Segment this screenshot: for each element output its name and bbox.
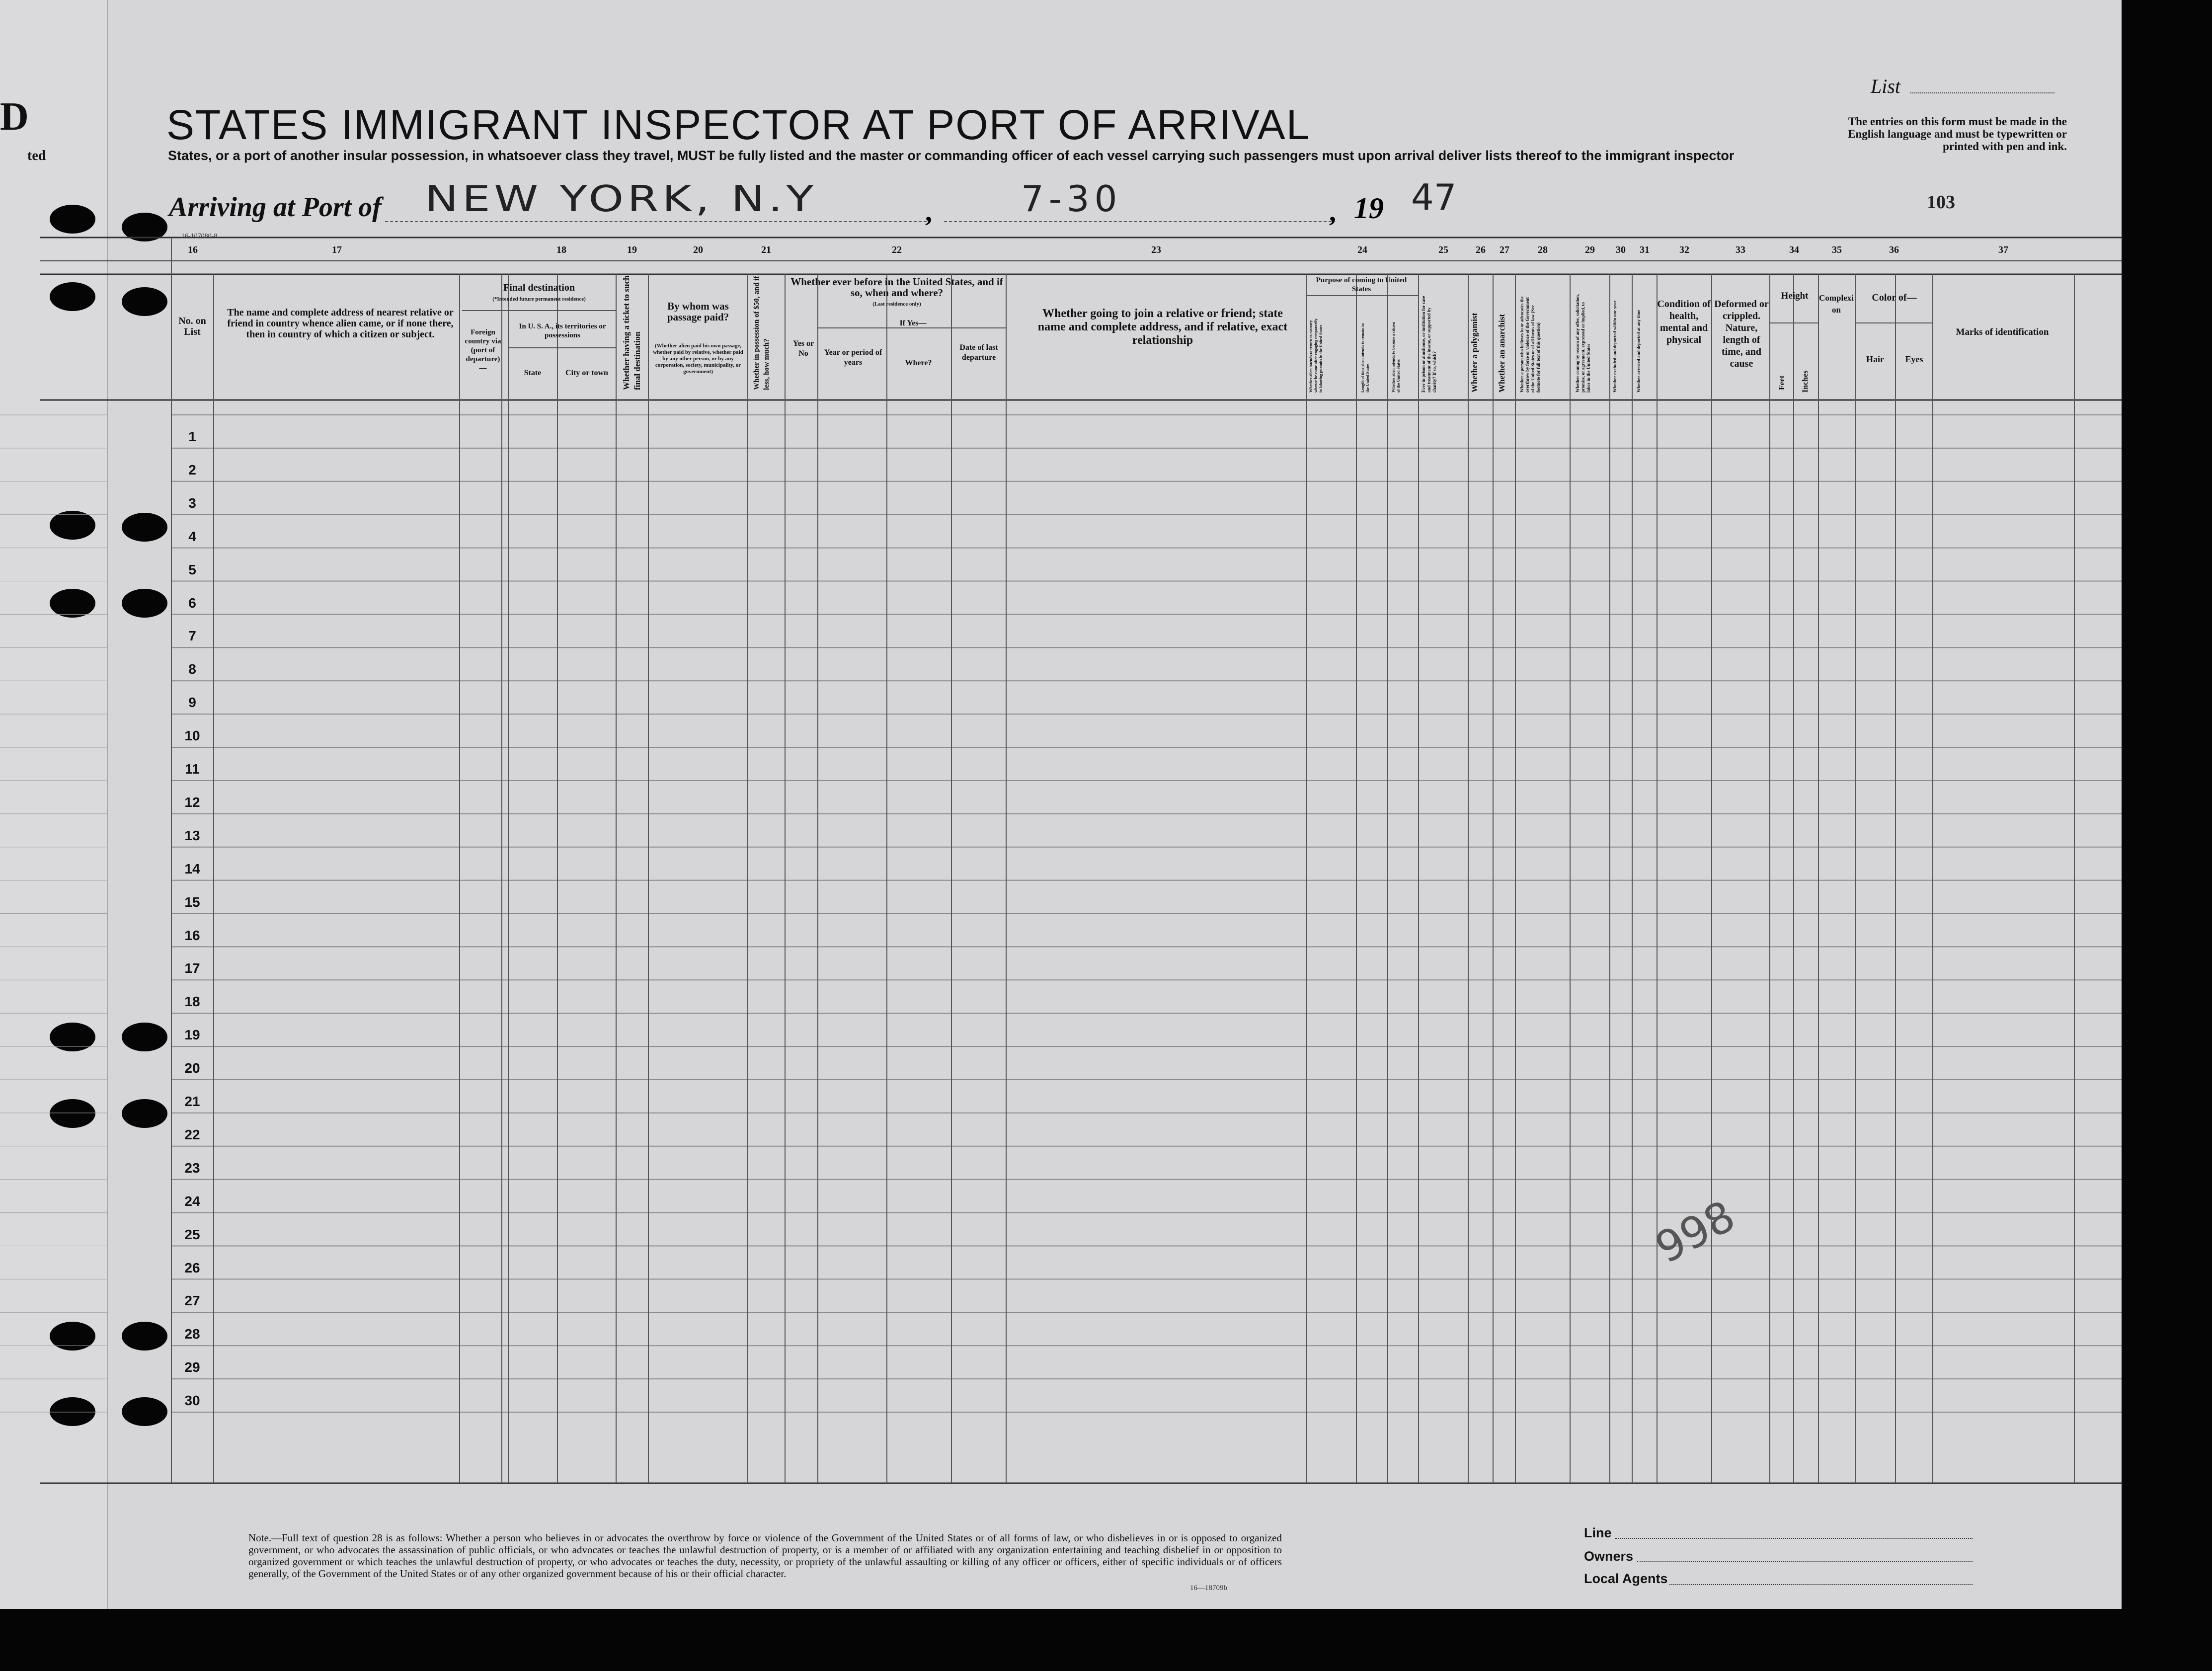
handwritten-year: 47: [1411, 176, 1457, 218]
row-number: 8: [188, 661, 196, 677]
row-number: 27: [184, 1293, 200, 1309]
column-number: 22: [892, 244, 902, 255]
row-number: 2: [188, 462, 196, 477]
header-34-inches: Inches: [1801, 370, 1810, 393]
local-agents-label: Local Agents: [1584, 1571, 1668, 1586]
form-title: STATES IMMIGRANT INSPECTOR AT PORT OF ARRIVAL: [166, 101, 1311, 148]
header-34-feet: Feet: [1778, 375, 1786, 390]
header-26-polygamist: Whether a polygamist: [1470, 313, 1479, 393]
header-22-last-departure: Date of last departure: [959, 343, 998, 362]
header-22-yes-no: Yes or No: [792, 339, 814, 358]
column-number: 16: [188, 244, 198, 255]
header-23-joining-relative: Whether going to join a relative or friend; state name and complete address, and if relative, exact relationship: [1037, 307, 1288, 347]
comma-separator: ,: [1329, 197, 1336, 228]
header-22-year-period: Year or period of years: [824, 348, 882, 367]
row-number: 29: [184, 1359, 200, 1375]
header-21-money: Whether in possession of $50, and if less, how much?: [753, 276, 771, 390]
header-36-hair: Hair: [1866, 354, 1884, 364]
year-prefix: 19: [1354, 192, 1384, 225]
header-18-city: City or town: [565, 369, 608, 377]
header-33-deformed: Deformed or crippled. Nature, length of time, and cause: [1714, 299, 1769, 369]
row-number: 15: [184, 894, 200, 910]
header-34-height: Height: [1781, 291, 1809, 301]
column-number: 21: [761, 244, 771, 255]
row-number: 17: [184, 960, 200, 976]
column-number: 29: [1585, 244, 1595, 255]
page-number: 103: [1927, 192, 1955, 213]
header-22-subtitle: (Last residence only): [872, 301, 921, 307]
column-number: 32: [1679, 244, 1689, 255]
column-number: 24: [1357, 244, 1367, 255]
column-number: 28: [1538, 244, 1548, 255]
form-subtitle: States, or a port of another insular possession, in whatsoever class they travel, MUST be fully listed and the master or commanding officer of each vessel carrying such passengers must upon arrival deliver lists thereof to the immigrant inspector: [168, 148, 1735, 163]
header-37-marks: Marks of identification: [1956, 327, 2049, 337]
row-number: 12: [184, 794, 200, 810]
row-number: 26: [184, 1260, 200, 1275]
row-number: 18: [184, 994, 200, 1010]
header-18-state: State: [524, 369, 542, 377]
left-cut-letter: D: [0, 95, 29, 139]
row-number: 20: [184, 1060, 200, 1076]
column-number: 19: [627, 244, 637, 255]
row-number: 9: [188, 695, 196, 711]
header-22-where: Where?: [905, 359, 932, 367]
column-number: 30: [1616, 244, 1626, 255]
header-18-subtitle: (*Intended future permanent residence): [492, 296, 586, 302]
handwritten-port: NEW YORK, N.Y: [425, 178, 817, 220]
header-18-usa: In U. S. A., its territories or possessions: [519, 322, 606, 339]
header-30-excluded: Whether excluded and deported within one year: [1612, 300, 1617, 393]
column-number: 31: [1640, 244, 1650, 255]
header-24b-length: Length of time alien intends to remain in the United States: [1360, 323, 1370, 393]
owners-signature-line: [1637, 1561, 1973, 1562]
line-label: Line: [1584, 1525, 1612, 1540]
column-number: 36: [1889, 244, 1899, 255]
row-number: 11: [185, 761, 200, 777]
column-number: 26: [1476, 244, 1486, 255]
row-number: 4: [188, 528, 196, 544]
row-number: 19: [184, 1027, 200, 1043]
row-number: 14: [184, 861, 200, 876]
row-number: 24: [184, 1193, 200, 1209]
english-language-notice: The entries on this form must be made in the English language and must be typewritten or printed with pen and ink.: [1848, 115, 2067, 153]
row-number: 23: [184, 1160, 200, 1176]
header-32-health: Condition of health, mental and physical: [1657, 299, 1711, 345]
list-label: List: [1871, 75, 1901, 97]
header-19-ticket: Whether having a ticket to such final destination: [622, 275, 642, 390]
row-number: 22: [184, 1126, 200, 1142]
row-number: 13: [184, 827, 200, 843]
header-22-if-yes: If Yes—: [899, 319, 927, 327]
footnote-question-28: Note.—Full text of question 28 is as follows: Whether a person who believes in or advocates the overthrow by force or violence of the Government of the United States or of all forms of law, or who disbelieves in or is opposed to organized government, or who advocates the assassination of public officials, or who advocates or teaches the unlawful destruction of property, or is a member of or affiliated with any organization entertaining and teaching disbelief in or opposition to organized government or which teaches the unlawful destruction of property, or who advocates or teaches the duty, necessity, or propriety of the unlawful assaulting or killing of any officer or officers, either of specific individuals or of officers generally, of the Government of the United States or of any other organized government because of his or their official character.: [248, 1532, 1282, 1580]
header-35-complexion: Complexion: [1819, 293, 1854, 315]
header-31-arrested: Whether arrested and deported at any time: [1636, 310, 1641, 393]
column-number: 37: [1998, 244, 2008, 255]
header-17-relative-address: The name and complete address of nearest relative or friend in country whence alien came, or if none there, then in country of which a citizen or subject.: [227, 307, 454, 340]
row-number: 16: [184, 927, 200, 943]
header-24-purpose: Purpose of coming to United States: [1316, 276, 1407, 293]
line-signature-line: [1615, 1538, 1973, 1539]
header-36-color: Color of—: [1872, 292, 1917, 303]
arriving-label: Arriving at Port of: [169, 192, 382, 223]
agents-signature-line: [1669, 1584, 1973, 1585]
row-number: 21: [184, 1094, 200, 1109]
column-number: 23: [1151, 244, 1161, 255]
row-number: 6: [188, 595, 196, 611]
column-number: 33: [1736, 244, 1745, 255]
row-number: 28: [184, 1326, 200, 1342]
header-20-note: (Whether alien paid his own passage, whether paid by relative, whether paid by any other person, or by any corporation, society, municipality, or government): [653, 343, 743, 375]
column-number: 35: [1832, 244, 1842, 255]
row-number: 30: [184, 1393, 200, 1409]
row-number: 10: [184, 728, 200, 744]
header-29-labor-offer: Whether coming by reason of any offer, solicitation, promise, or agreement, expressed or implied, to labor in the United States: [1575, 294, 1591, 393]
header-20-passage: By whom was passage paid?: [667, 300, 729, 323]
column-number: 17: [332, 244, 342, 255]
header-16-no-on-list: No. on List: [178, 316, 206, 337]
header-36-eyes: Eyes: [1905, 354, 1923, 364]
column-number: 34: [1789, 244, 1799, 255]
column-number: 25: [1438, 244, 1448, 255]
header-24c-citizen: Whether alien intends to become a citizen of the United States: [1391, 321, 1401, 393]
owners-label: Owners: [1584, 1549, 1634, 1564]
row-number: 1: [188, 429, 196, 444]
header-28-overthrow: Whether a person who believes in or advocates the overthrow by force or violence of the Government of the United States or of all forms of law (See footnote for full text of this question): [1519, 296, 1541, 393]
header-25-prison: Ever in prison or almshouse, or institution for care and treatment of the insane, or supported by charity? If so, which?: [1421, 296, 1437, 393]
row-number: 3: [188, 495, 196, 511]
row-number: 7: [188, 628, 196, 644]
header-18-foreign-country: Foreign country via (port of departure)—: [465, 328, 501, 372]
header-24a-return: Whether alien intends to return to country whence he came after engaging temporarily in laboring pursuits in the United States: [1309, 318, 1323, 393]
handwritten-date: 7-30: [1021, 178, 1122, 220]
handwritten-margin-number: 998: [1648, 1191, 1743, 1273]
header-27-anarchist: Whether an anarchist: [1497, 314, 1506, 393]
left-cut-text: ted: [27, 148, 46, 163]
row-number: 25: [184, 1226, 200, 1242]
header-18-final-destination: Final destination: [503, 282, 575, 293]
column-number: 27: [1500, 244, 1509, 255]
form-code-top: 16-107080-8: [181, 233, 218, 240]
row-number: 5: [188, 561, 196, 577]
column-number: 20: [693, 244, 703, 255]
form-code-bottom: 16—18709b: [1190, 1584, 1227, 1592]
column-number: 18: [556, 244, 566, 255]
header-22-prior-us: Whether ever before in the United States, and if so, when and where?: [790, 276, 1003, 299]
comma-separator: ,: [925, 197, 932, 228]
